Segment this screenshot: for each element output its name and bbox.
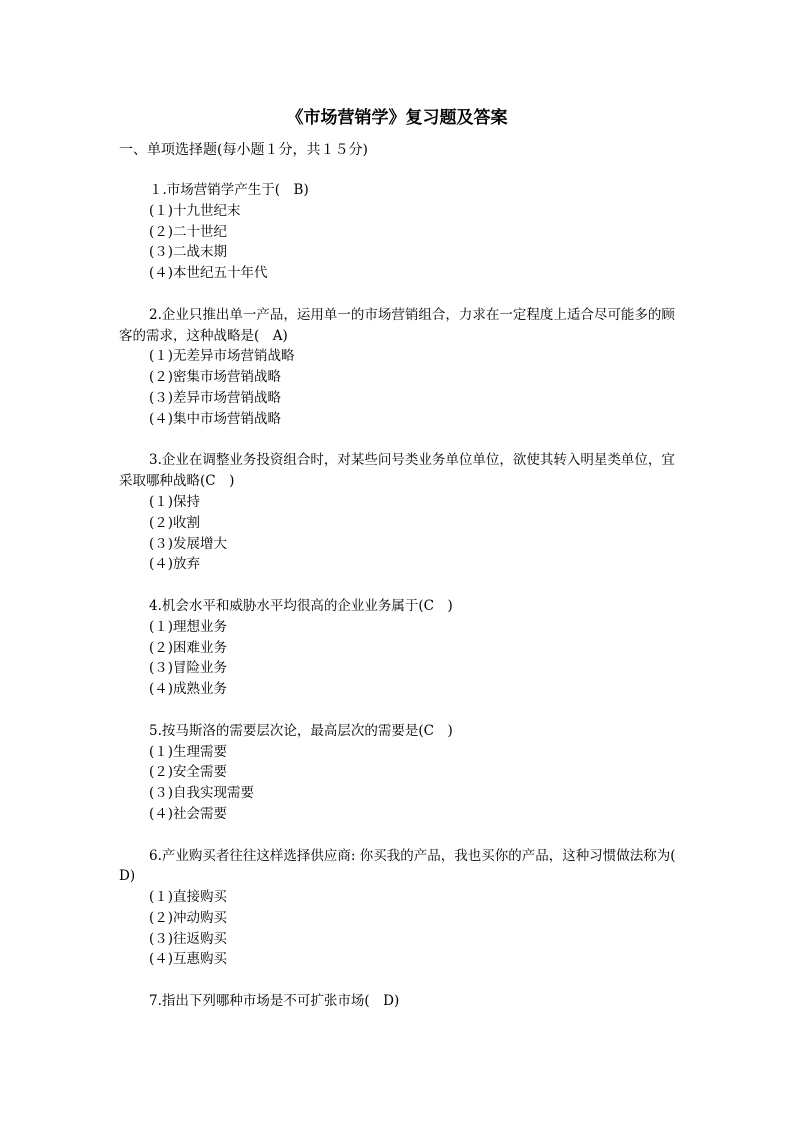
option-4: (４)成熟业务 [149,681,228,698]
option-2: (２)收割 [149,514,201,531]
question-stem: 5.按马斯洛的需要层次论，最高层次的需要是(C ) [149,722,453,739]
question-1 [119,180,679,284]
question-stem: １.市场营销学产生于( B) [149,182,309,198]
option-1: (１)保持 [149,493,201,510]
option-4: (４)集中市场营销战略 [149,410,282,427]
question-stem: 7.指出下列哪种市场是不可扩张市场( D) [149,993,400,1010]
option-4: (４)社会需要 [149,805,228,822]
question-stem: 6.产业购买者往往这样选择供应商: 你买我的产品，我也买你的产品，这种习惯做法称为( D) [119,847,689,885]
question-list [119,180,689,1033]
option-4: (４)本世纪五十年代 [149,265,268,282]
option-1: (１)无差异市场营销战略 [149,348,295,365]
question-stem: 4.机会水平和威胁水平均很高的企业业务属于(C ) [149,597,453,614]
option-2: (２)密集市场营销战略 [149,369,282,386]
question-6 [119,846,689,971]
option-3: (３)往返购买 [149,930,228,947]
option-2: (２)冲动购买 [149,909,228,926]
option-3: (３)冒险业务 [149,660,228,677]
option-2: (２)困难业务 [149,639,228,656]
option-2: (２)二十世纪 [149,223,228,240]
option-4: (４)放弃 [149,556,201,573]
question-7 [119,991,679,1012]
question-5 [119,721,679,825]
document-title: 《市场营销学》复习题及答案 [286,108,508,128]
option-1: (１)十九世纪末 [149,202,241,219]
question-3 [119,450,679,575]
option-3: (３)二战末期 [149,244,228,261]
question-2 [119,305,679,430]
question-4 [119,596,679,700]
option-1: (１)理想业务 [149,618,228,635]
question-stem: 2.企业只推出单一产品，运用单一的市场营销组合，力求在一定程度上适合尽可能多的顾客的需求，这种战略是( A) [119,306,675,344]
option-3: (３)发展增大 [149,535,228,552]
option-1: (１)直接购买 [149,889,228,906]
section-heading: 一、单项选择题(每小题１分，共１５分) [119,142,368,158]
option-4: (４)互惠购买 [149,951,228,968]
option-3: (３)自我实现需要 [149,785,255,802]
question-stem: 3.企业在调整业务投资组合时，对某些问号类业务单位单位，欲使其转入明星类单位，宜采取哪种战略(C ) [119,452,675,490]
option-2: (２)安全需要 [149,764,228,781]
option-1: (１)生理需要 [149,743,228,760]
option-3: (３)差异市场营销战略 [149,389,282,406]
